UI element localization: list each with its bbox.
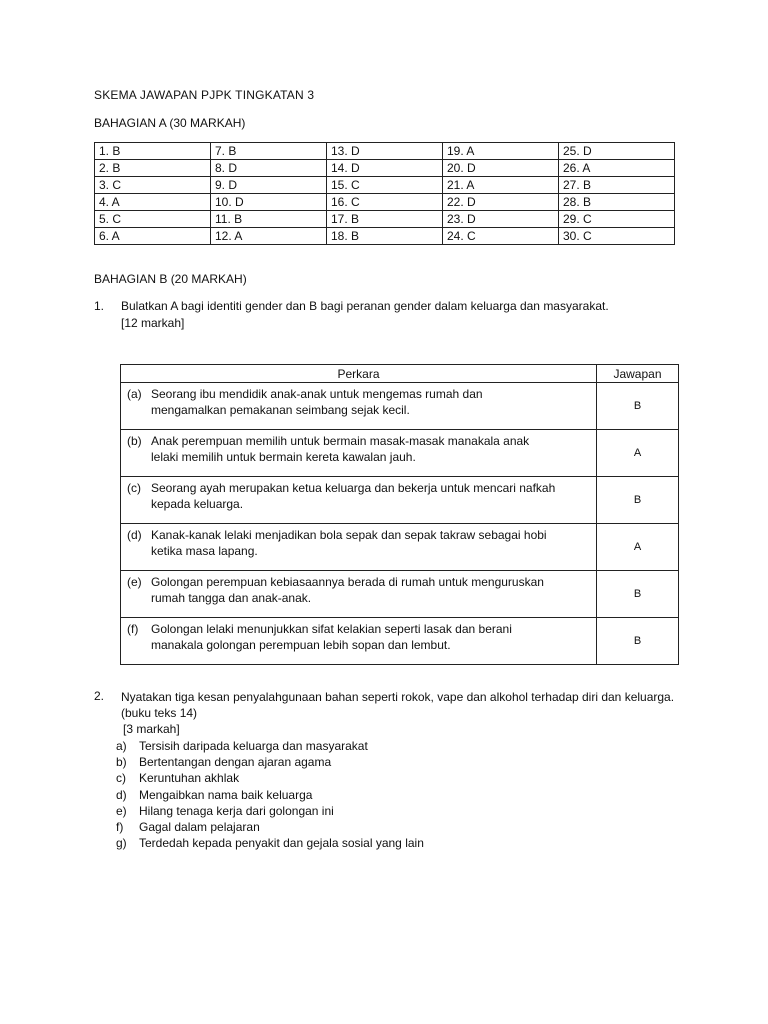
question-2-number: 2. <box>94 689 105 703</box>
answer-cell: 10. D <box>211 194 327 211</box>
answer-cell: B <box>597 477 679 524</box>
table-row <box>121 524 679 571</box>
statement-label: (e) <box>127 575 142 589</box>
answer-cell: 5. C <box>95 211 211 228</box>
table-row <box>121 477 679 524</box>
table-row <box>121 618 679 665</box>
statement-line: Seorang ayah merupakan ketua keluarga dan bekerja untuk mencari nafkah <box>151 481 556 495</box>
answer-cell: 6. A <box>95 228 211 245</box>
answer-cell: 9. D <box>211 177 327 194</box>
list-item-label: e) <box>116 803 127 818</box>
answer-cell: 7. B <box>211 143 327 160</box>
list-item <box>116 738 424 754</box>
column-header-item: Perkara <box>121 365 597 383</box>
list-item-label: g) <box>116 836 127 851</box>
table-row <box>121 430 679 477</box>
statement-label: (c) <box>127 481 141 495</box>
table-row <box>95 211 675 228</box>
table-row <box>121 571 679 618</box>
answer-cell: 18. B <box>327 228 443 245</box>
list-item-text: Bertentangan dengan ajaran agama <box>139 755 332 770</box>
table-row <box>95 160 675 177</box>
statement-line: ketika masa lapang. <box>151 544 258 558</box>
answer-cell: 25. D <box>559 143 675 160</box>
statement-label: (a) <box>127 387 142 401</box>
table-header-row <box>121 365 679 383</box>
list-item-text: Hilang tenaga kerja dari golongan ini <box>139 803 334 818</box>
statement-line: manakala golongan perempuan lebih sopan dan lembut. <box>151 638 451 652</box>
list-item-text: Mengaibkan nama baik keluarga <box>139 787 313 802</box>
statement-cell <box>121 571 597 618</box>
answer-cell: 3. C <box>95 177 211 194</box>
answer-cell: 26. A <box>559 160 675 177</box>
statement-cell <box>121 477 597 524</box>
list-item-label: f) <box>116 820 124 835</box>
list-item <box>116 835 424 851</box>
table-row <box>121 383 679 430</box>
answer-cell: 17. B <box>327 211 443 228</box>
answer-cell: 2. B <box>95 160 211 177</box>
question-2-answer-list <box>116 738 424 851</box>
answer-cell: 15. C <box>327 177 443 194</box>
statement-cell <box>121 383 597 430</box>
answer-cell: 13. D <box>327 143 443 160</box>
question-1-marks: [12 markah] <box>121 316 185 330</box>
statement-cell <box>121 430 597 477</box>
question-2-marks: [3 markah] <box>123 722 180 736</box>
section-a-heading: BAHAGIAN A (30 MARKAH) <box>94 116 246 130</box>
answer-cell: 29. C <box>559 211 675 228</box>
list-item-label: a) <box>116 739 127 753</box>
answer-cell: B <box>597 618 679 665</box>
statement-label: (b) <box>127 434 142 448</box>
statement-cell <box>121 618 597 665</box>
answer-cell: 28. B <box>559 194 675 211</box>
statement-line: Kanak-kanak lelaki menjadikan bola sepak dan sepak takraw sebagai hobi <box>151 528 547 542</box>
list-item-label: d) <box>116 787 127 802</box>
statement-line: Golongan lelaki menunjukkan sifat kelakian seperti lasak dan berani <box>151 622 512 636</box>
table-row <box>95 143 675 160</box>
statement-line: kepada keluarga. <box>151 497 244 511</box>
statement-label: (f) <box>127 622 139 636</box>
table-row <box>95 228 675 245</box>
answer-key-table <box>94 142 675 245</box>
answer-cell: A <box>597 524 679 571</box>
list-item <box>116 770 424 786</box>
list-item-text: Tersisih daripada keluarga dan masyarakat <box>139 739 368 753</box>
list-item <box>116 754 424 770</box>
list-item <box>116 819 424 835</box>
answer-cell: 4. A <box>95 194 211 211</box>
answer-cell: 16. C <box>327 194 443 211</box>
statement-line: mengamalkan pemakanan seimbang sejak kecil. <box>151 403 410 417</box>
statement-line: rumah tangga dan anak-anak. <box>151 591 312 605</box>
statement-label: (d) <box>127 528 142 542</box>
statement-line: Anak perempuan memilih untuk bermain masak-masak manakala anak <box>151 434 530 448</box>
answer-cell: 20. D <box>443 160 559 177</box>
statement-cell <box>121 524 597 571</box>
table-row <box>95 194 675 211</box>
answer-cell: A <box>597 430 679 477</box>
list-item-label: b) <box>116 755 127 770</box>
section-b-heading: BAHAGIAN B (20 MARKAH) <box>94 272 247 286</box>
page-title: SKEMA JAWAPAN PJPK TINGKATAN 3 <box>94 88 315 102</box>
gender-table <box>120 364 679 665</box>
answer-cell: 14. D <box>327 160 443 177</box>
answer-cell: 12. A <box>211 228 327 245</box>
question-1-number: 1. <box>94 299 105 313</box>
answer-cell: 27. B <box>559 177 675 194</box>
list-item-label: c) <box>116 771 126 786</box>
answer-cell: 22. D <box>443 194 559 211</box>
answer-cell: 1. B <box>95 143 211 160</box>
question-2-text: Nyatakan tiga kesan penyalahgunaan bahan seperti rokok, vape dan alkohol terhadap diri dan keluarga. (buku teks 14) <box>121 690 675 720</box>
statement-line: Seorang ibu mendidik anak-anak untuk mengemas rumah dan <box>151 387 483 401</box>
answer-cell: 19. A <box>443 143 559 160</box>
answer-cell: 21. A <box>443 177 559 194</box>
answer-cell: 23. D <box>443 211 559 228</box>
list-item <box>116 803 424 819</box>
answer-cell: B <box>597 383 679 430</box>
list-item-text: Keruntuhan akhlak <box>139 771 240 786</box>
answer-cell: 30. C <box>559 228 675 245</box>
column-header-answer: Jawapan <box>597 365 679 383</box>
list-item-text: Gagal dalam pelajaran <box>139 820 260 835</box>
answer-cell: 11. B <box>211 211 327 228</box>
answer-cell: 24. C <box>443 228 559 245</box>
table-row <box>95 177 675 194</box>
statement-line: Golongan perempuan kebiasaannya berada di rumah untuk menguruskan <box>151 575 544 589</box>
answer-cell: B <box>597 571 679 618</box>
answer-cell: 8. D <box>211 160 327 177</box>
list-item-text: Terdedah kepada penyakit dan gejala sosial yang lain <box>139 836 424 851</box>
list-item <box>116 787 424 803</box>
statement-line: lelaki memilih untuk bermain kereta kawalan jauh. <box>151 450 416 464</box>
question-1-text: Bulatkan A bagi identiti gender dan B bagi peranan gender dalam keluarga dan masyarakat. <box>121 299 609 313</box>
